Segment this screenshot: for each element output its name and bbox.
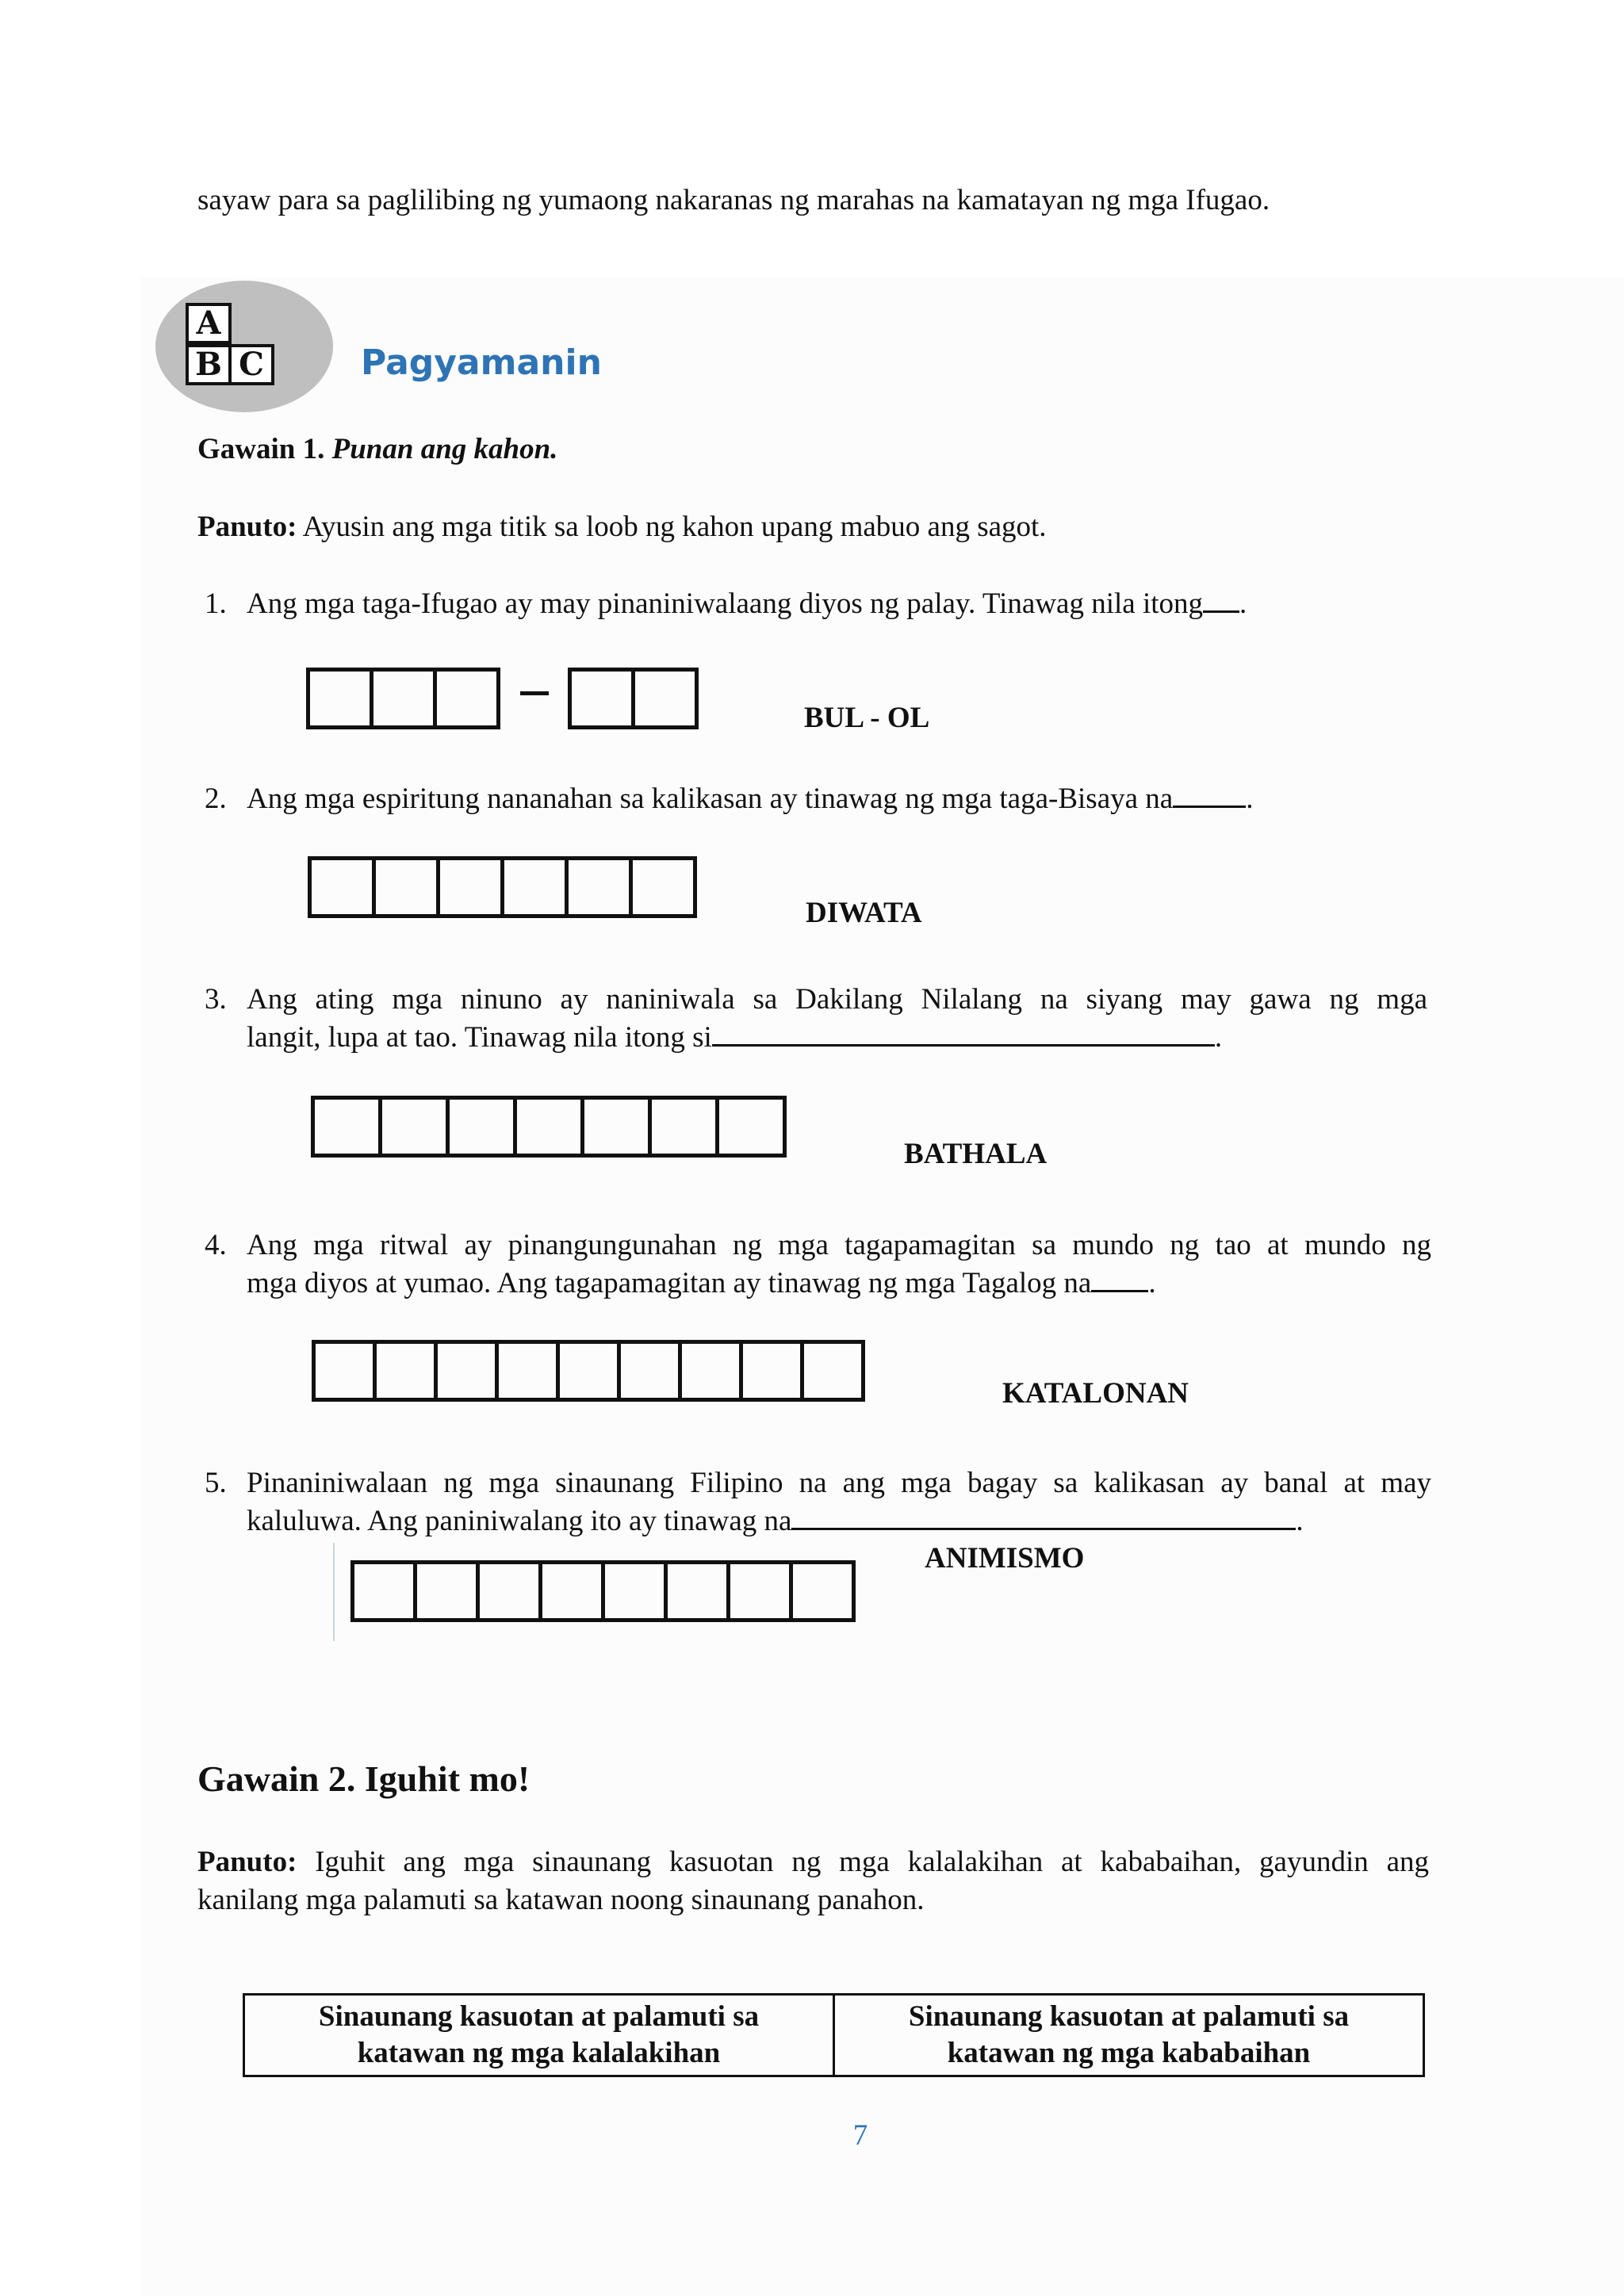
item-2-boxes[interactable] xyxy=(308,856,697,918)
item-3-line2: langit, lupa at tao. Tinawag nila itong si . xyxy=(247,1021,1223,1054)
letter-box[interactable] xyxy=(372,856,440,918)
letter-box[interactable] xyxy=(513,1096,584,1158)
panuto-text: Ayusin ang mga titik sa loob ng kahon upang mabuo ang sagot. xyxy=(302,511,1047,543)
letter-box[interactable] xyxy=(413,1560,480,1622)
answer-blank[interactable] xyxy=(1173,806,1246,808)
margin-rule xyxy=(333,1543,335,1641)
item-5-boxes[interactable] xyxy=(350,1560,856,1622)
gawain2-title: Gawain 2. Iguhit mo! xyxy=(197,1758,530,1799)
section-title: Pagyamanin xyxy=(361,342,602,383)
gawain2-panuto-line1 xyxy=(197,1843,1429,1882)
item-2-text: Ang mga espiritung nananahan sa kalikasan ay tinawag ng mga taga-Bisaya na xyxy=(247,783,1174,815)
item-number: 1. xyxy=(205,587,227,620)
letter-box[interactable] xyxy=(715,1096,787,1158)
letter-box[interactable] xyxy=(306,668,373,729)
gawain1-title xyxy=(197,430,557,469)
letter-box[interactable] xyxy=(631,668,699,729)
item-4-boxes[interactable] xyxy=(312,1340,865,1402)
letter-box[interactable] xyxy=(500,856,569,918)
answer-blank[interactable] xyxy=(1203,610,1239,613)
panuto-label: Panuto: xyxy=(197,511,297,543)
letter-box[interactable] xyxy=(800,1340,865,1402)
item-1-answer: BUL - OL xyxy=(804,702,930,734)
letter-box[interactable] xyxy=(538,1560,605,1622)
letter-box[interactable] xyxy=(446,1096,517,1158)
letter-box[interactable] xyxy=(312,1340,377,1402)
item-number: 5. xyxy=(205,1467,227,1499)
letter-box[interactable] xyxy=(495,1340,560,1402)
item-1-boxes-b[interactable] xyxy=(568,668,699,729)
letter-box[interactable] xyxy=(664,1560,730,1622)
item-4-line1: Ang mga ritwal ay pinangungunahan ng mga tagapamagitan sa mundo ng tao at mundo ng xyxy=(247,1229,1431,1261)
letter-box[interactable] xyxy=(617,1340,682,1402)
item-3-line1: Ang ating mga ninuno ay naniniwala sa Dakilang Nilalang na siyang may gawa ng mga xyxy=(247,983,1427,1016)
gawain2-panuto-line2: kanilang mga palamuti sa katawan noong sinaunang panahon. xyxy=(197,1884,925,1916)
letter-box[interactable] xyxy=(434,1340,499,1402)
letter-box[interactable] xyxy=(378,1096,450,1158)
abc-blocks-icon xyxy=(155,281,333,412)
item-1-question: Ang mga taga-Ifugao ay may pinaniniwalaang diyos ng palay. Tinawag nila itong . xyxy=(247,587,1247,620)
letter-box[interactable] xyxy=(789,1560,856,1622)
letter-box[interactable] xyxy=(565,856,633,918)
block-b: B xyxy=(186,344,232,385)
table-header-cell xyxy=(833,1996,1423,2075)
letter-box[interactable] xyxy=(433,668,500,729)
letter-box[interactable] xyxy=(648,1096,719,1158)
letter-box[interactable] xyxy=(370,668,437,729)
intro-line: sayaw para sa paglilibing ng yumaong nakaranas ng marahas na kamatayan ng mga Ifugao. xyxy=(197,184,1270,216)
block-a: A xyxy=(186,303,232,344)
table-header-line: katawan ng mga kalalakihan xyxy=(357,2037,721,2069)
letter-box[interactable] xyxy=(556,1340,621,1402)
letter-box[interactable] xyxy=(308,856,376,918)
item-4-answer: KATALONAN xyxy=(1002,1377,1189,1410)
item-5-answer: ANIMISMO xyxy=(925,1542,1085,1575)
letter-box[interactable] xyxy=(373,1340,438,1402)
letter-box[interactable] xyxy=(726,1560,793,1622)
gawain2-panuto-text: Iguhit ang mga sinaunang kasuotan ng mga kalalakihan at kababaihan, gayundin ang xyxy=(315,1846,1429,1878)
item-5-line1: Pinaniniwalaan ng mga sinaunang Filipino na ang mga bagay sa kalikasan ay banal at may xyxy=(247,1467,1431,1499)
gawain1-title-italic: Punan ang kahon. xyxy=(331,433,558,465)
item-3-text: langit, lupa at tao. Tinawag nila itong si xyxy=(247,1021,712,1054)
item-number: 3. xyxy=(205,983,227,1016)
letter-box[interactable] xyxy=(350,1560,417,1622)
item-4-text: mga diyos at yumao. Ang tagapamagitan ay tinawag ng mga Tagalog na xyxy=(247,1267,1092,1299)
letter-box[interactable] xyxy=(568,668,635,729)
item-2-answer: DIWATA xyxy=(806,897,922,929)
table-header-line: Sinaunang kasuotan at palamuti sa xyxy=(318,2000,760,2033)
item-1-text: Ang mga taga-Ifugao ay may pinaniniwalaang diyos ng palay. Tinawag nila itong xyxy=(247,587,1204,620)
item-3-answer: BATHALA xyxy=(904,1138,1048,1170)
page-number: 7 xyxy=(852,2119,868,2152)
gawain1-panuto xyxy=(197,507,1047,547)
panuto-label: Panuto: xyxy=(197,1846,297,1878)
letter-box[interactable] xyxy=(678,1340,743,1402)
item-3-boxes[interactable] xyxy=(311,1096,787,1158)
block-c: C xyxy=(228,344,274,385)
answer-blank[interactable] xyxy=(1091,1290,1148,1292)
letter-box[interactable] xyxy=(436,856,504,918)
item-5-line2: kaluluwa. Ang paniniwalang ito ay tinawag na . xyxy=(247,1505,1304,1537)
letter-box[interactable] xyxy=(629,856,697,918)
item-5-text: kaluluwa. Ang paniniwalang ito ay tinawag na xyxy=(247,1505,792,1537)
item-2-question: Ang mga espiritung nananahan sa kalikasan ay tinawag ng mga taga-Bisaya na . xyxy=(247,783,1254,815)
item-1-boxes-a[interactable] xyxy=(306,668,500,729)
letter-box[interactable] xyxy=(580,1096,652,1158)
answer-blank[interactable] xyxy=(791,1528,1296,1530)
item-number: 2. xyxy=(205,783,227,815)
letter-box[interactable] xyxy=(739,1340,804,1402)
table-header-line: Sinaunang kasuotan at palamuti sa xyxy=(908,2000,1350,2033)
table-header-line: katawan ng mga kababaihan xyxy=(947,2037,1311,2069)
drawing-table xyxy=(243,1993,1425,2077)
table-header-cell xyxy=(245,1996,833,2075)
letter-box[interactable] xyxy=(601,1560,668,1622)
item-4-line2: mga diyos at yumao. Ang tagapamagitan ay tinawag ng mga Tagalog na . xyxy=(247,1267,1156,1299)
answer-blank[interactable] xyxy=(712,1044,1215,1047)
item-number: 4. xyxy=(205,1229,227,1261)
letter-box[interactable] xyxy=(311,1096,382,1158)
letter-box[interactable] xyxy=(476,1560,542,1622)
gawain1-title-prefix: Gawain 1. xyxy=(197,433,325,465)
hyphen-mark xyxy=(520,691,549,695)
